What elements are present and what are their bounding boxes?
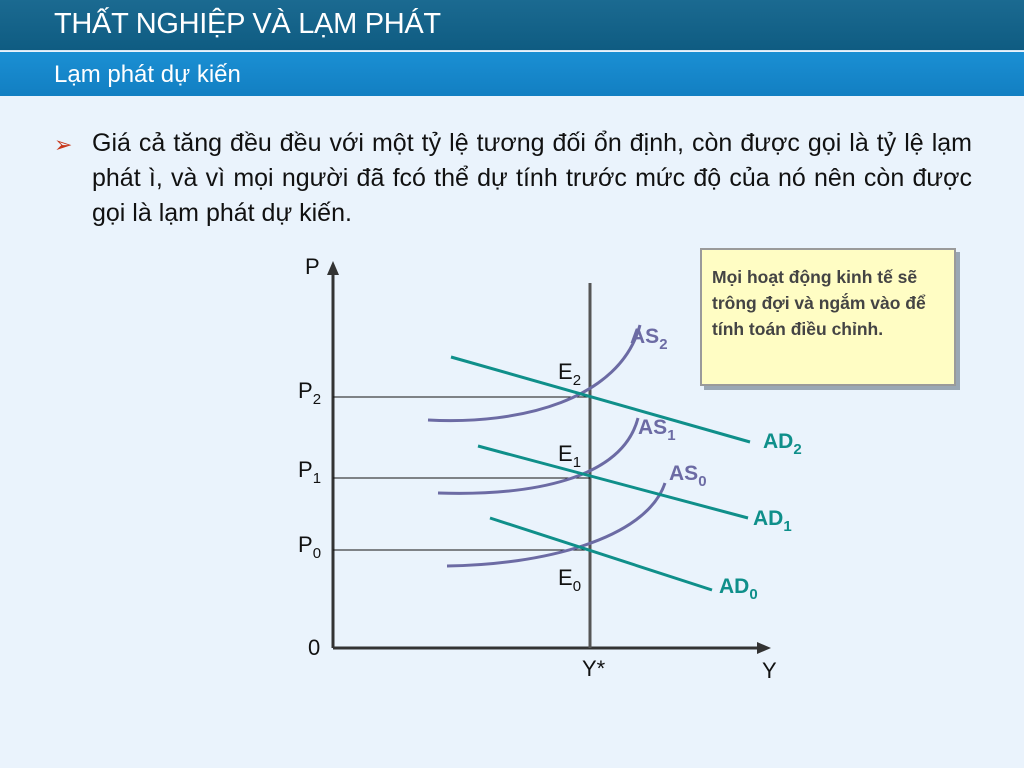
x-axis-arrow-icon	[757, 642, 771, 654]
arrow-bullet-icon: ➢	[54, 132, 73, 157]
price-label-p0: $P_0$	[298, 532, 322, 562]
origin-label: 0	[308, 635, 321, 660]
bullet-paragraph: Giá cả tăng đều đều với một tỷ lệ tương đối ổn định, còn được gọi là tỷ lệ lạm phát ì, và vì mọi người đã fcó thể dự tính trước mức độ của nó nên còn được gọi là lạm phát dự kiến.	[92, 129, 972, 227]
ad-label-1: $AD_1$	[753, 507, 792, 535]
slide-title: THẤT NGHIỆP VÀ LẠM PHÁT	[54, 8, 441, 40]
callout-note: Mọi hoạt động kinh tế sẽ trông đợi và ngắm vào để tính toán điều chỉnh.	[700, 248, 956, 386]
x-axis-label: Y	[762, 658, 777, 683]
ad-curve-0	[490, 518, 712, 590]
potential-output-label: Y*	[582, 656, 606, 681]
equilibrium-label-e1: $E_1$	[558, 441, 582, 471]
y-axis-arrow-icon	[327, 261, 339, 275]
equilibrium-label-e0: $E_0$	[558, 565, 582, 595]
as-label-1: $AS_1$	[638, 416, 676, 444]
slide-subtitle: Lạm phát dự kiến	[54, 61, 241, 88]
ad-label-2: $AD_2$	[763, 430, 802, 458]
as-label-2: $AS_2$	[630, 325, 668, 353]
as-label-0: $AS_0$	[669, 462, 707, 490]
equilibrium-label-e2: $E_2$	[558, 359, 582, 389]
price-label-p2: $P_2$	[298, 378, 322, 408]
y-axis-label: P	[305, 254, 320, 279]
as-curve-0	[447, 483, 665, 566]
as-curve-2	[428, 325, 640, 421]
ad-label-0: $AD_0$	[719, 575, 758, 603]
price-label-p1: $P_1$	[298, 457, 322, 487]
